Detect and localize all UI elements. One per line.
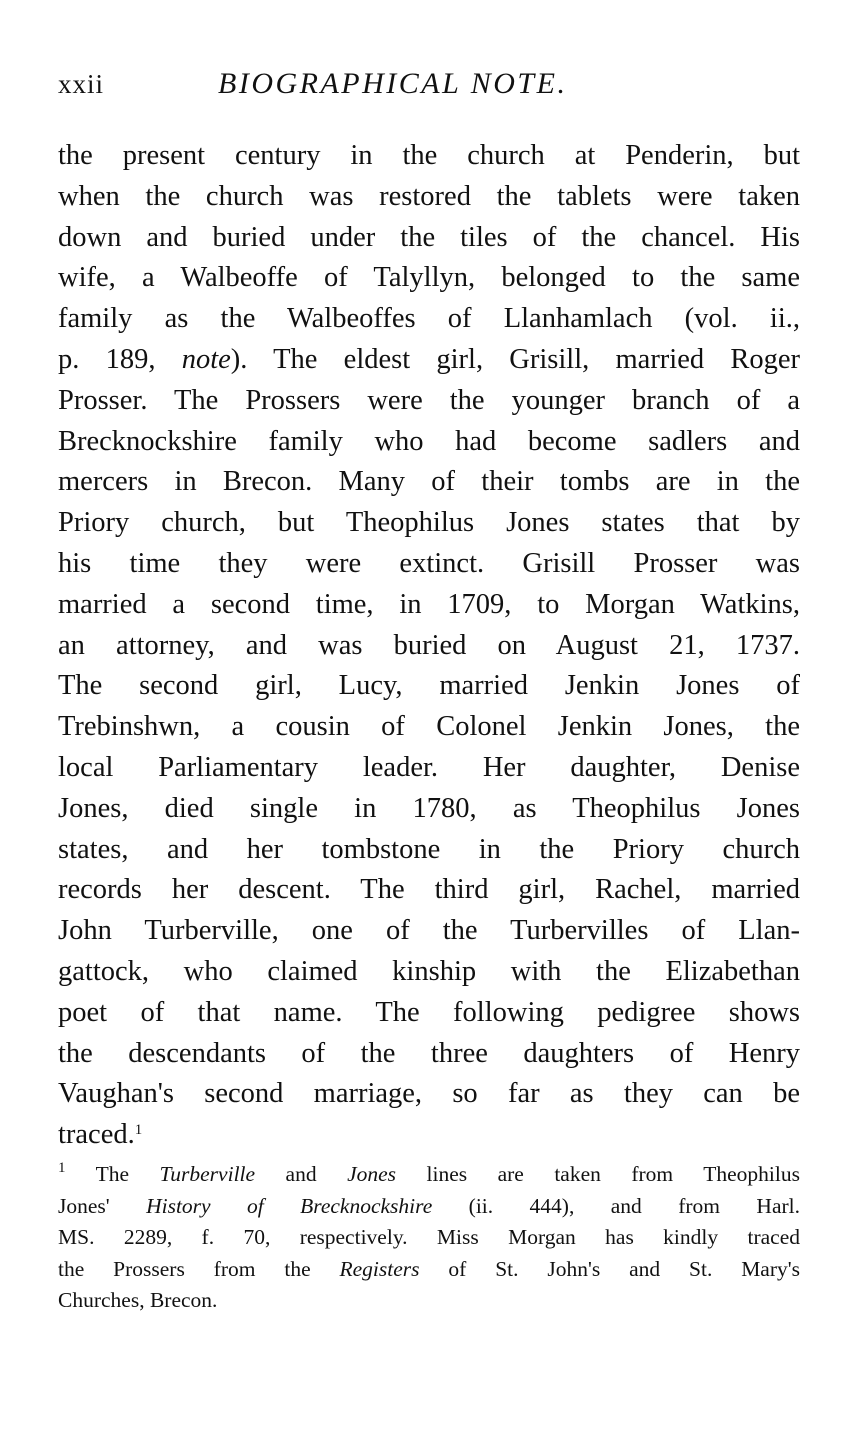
text-segment: and (255, 1162, 348, 1186)
text-line (58, 340, 800, 381)
text-line: Vaughan's second marriage, so far as they can be (58, 1078, 800, 1110)
text-segment: MS. 2289, f. 70, respectively. Miss Morgan has kindly traced (58, 1225, 800, 1249)
italic-text: Jones (347, 1162, 397, 1186)
text-line: family as the Walbeoffes of Llanhamlach (vol. ii., (58, 303, 800, 335)
text-line: wife, a Walbeoffe of Talyllyn, belonged to the same (58, 262, 800, 294)
text-line: states, and her tombstone in the Priory church (58, 833, 800, 865)
text-line: the descendants of the three daughters of Henry (58, 1037, 800, 1069)
text-line: Prosser. The Prossers were the younger branch of a (58, 384, 800, 416)
italic-text: Turberville (159, 1162, 256, 1186)
footnote-line (58, 1285, 800, 1317)
text-line: local Parliamentary leader. Her daughter, Denise (58, 751, 800, 783)
footnote-marker: 1 (58, 1160, 66, 1176)
text-line: the present century in the church at Penderin, but (58, 140, 800, 171)
text-line: Priory church, but Theophilus Jones states that by (58, 507, 800, 539)
text-line: John Turberville, one of the Turbervilles of Llan- (58, 915, 800, 947)
text-segment: ). The eldest girl, Grisill, married Roger (230, 343, 800, 375)
page-header (58, 64, 800, 104)
text-segment: of St. John's and St. Mary's (419, 1256, 801, 1281)
text-line: The second girl, Lucy, married Jenkin Jones of (58, 670, 800, 702)
footnote-line (58, 1254, 800, 1286)
italic-text: History of Brecknockshire (146, 1193, 433, 1218)
footnote-line (58, 1159, 800, 1191)
text-segment: (ii. 444), and from Harl. (432, 1193, 800, 1218)
text-segment: traced. (58, 1119, 135, 1151)
italic-text: Registers (339, 1256, 420, 1281)
running-head: BIOGRAPHICAL NOTE. (218, 67, 568, 100)
text-line: Trebinshwn, a cousin of Colonel Jenkin Jones, the (58, 711, 800, 743)
text-segment: The (95, 1162, 160, 1186)
text-line: down and buried under the tiles of the chancel. His (58, 221, 800, 253)
text-line: mercers in Brecon. Many of their tombs are in the (58, 466, 800, 498)
page-number: xxii (58, 69, 105, 99)
footnote (58, 1159, 800, 1317)
text-line: Jones, died single in 1780, as Theophilus Jones (58, 792, 800, 824)
text-line (58, 1115, 800, 1156)
text-line: his time they were extinct. Grisill Prosser was (58, 547, 800, 579)
text-segment: p. 189, (58, 343, 182, 375)
text-line: gattock, who claimed kinship with the Elizabethan (58, 955, 800, 987)
text-line: records her descent. The third girl, Rachel, married (58, 874, 800, 906)
text-line: Brecknockshire family who had become sadlers and (58, 425, 800, 457)
footnote-line (58, 1191, 800, 1223)
footnote-reference[interactable]: 1 (134, 1122, 143, 1139)
text-segment: Jones' (58, 1193, 147, 1218)
text-line: married a second time, in 1709, to Morgan Watkins, (58, 588, 800, 620)
text-line: poet of that name. The following pedigree shows (58, 996, 800, 1028)
text-segment: the Prossers from the (58, 1256, 340, 1281)
text-line: when the church was restored the tablets were taken (58, 180, 800, 212)
footnote-line (58, 1222, 800, 1254)
italic-text: note (181, 343, 231, 375)
body-text (58, 136, 800, 1156)
text-segment: Churches, Brecon. (58, 1288, 218, 1312)
text-segment: lines are taken from Theophilus (396, 1162, 800, 1186)
text-line: an attorney, and was buried on August 21, 1737. (58, 629, 800, 661)
